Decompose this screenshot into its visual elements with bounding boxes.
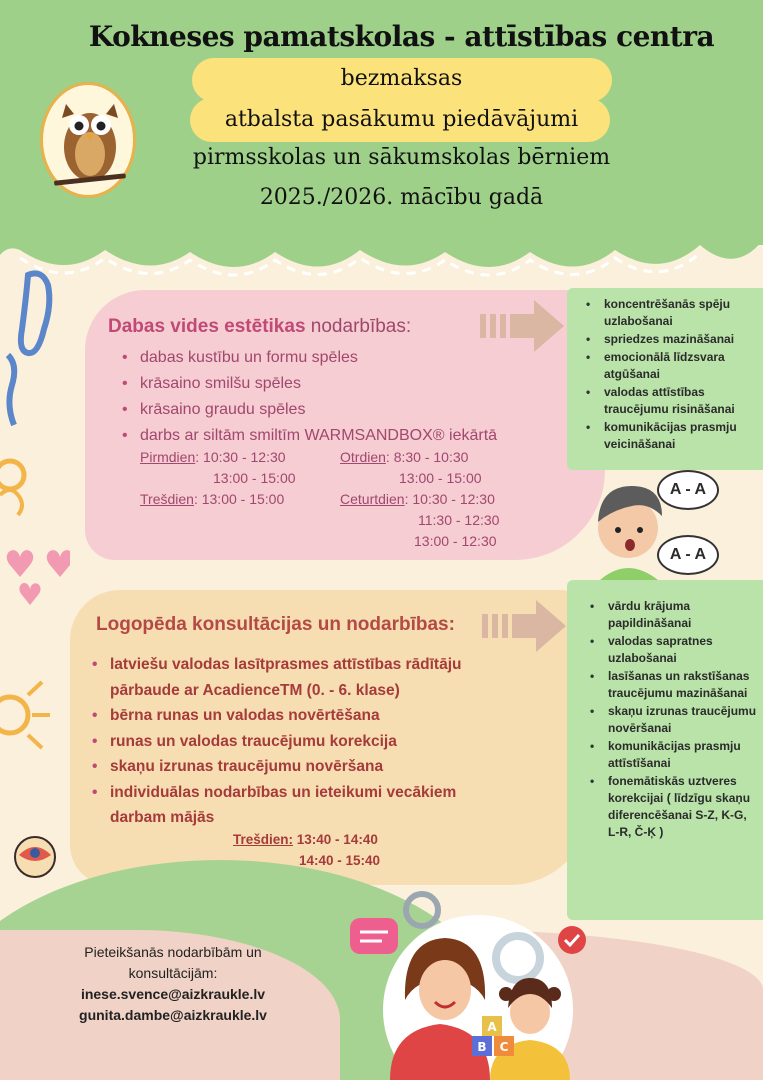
- block-letter: B: [477, 1040, 487, 1054]
- contact-email-1[interactable]: inese.svence@aizkraukle.lv: [80, 986, 266, 1002]
- bug-doodle-icon: [5, 825, 65, 885]
- schedule-time: 11:30 - 12:30: [418, 512, 500, 528]
- contact-email-2[interactable]: gunita.dambe@aizkraukle.lv: [79, 1007, 267, 1023]
- list-item: • valodas attīstības traucējumu risināšanai: [586, 384, 756, 418]
- list-item: • latviešu valodas lasītprasmes attīstības rādītāju pārbaude ar AcadienceTM (0. - 6. klase): [92, 652, 512, 703]
- schedule-day-label: Pirmdien: [140, 449, 196, 465]
- schedule-wednesday: [140, 489, 284, 510]
- speech-bubble-top: A - A: [657, 470, 719, 510]
- speech-activities-list: [92, 652, 512, 831]
- list-item: • dabas kustību un formu spēles: [122, 345, 497, 371]
- schedule-time: 13:00 - 15:00: [399, 470, 482, 486]
- nature-title: [108, 316, 411, 338]
- list-item: • lasīšanas un rakstīšanas traucējumu mazināšanai: [590, 668, 760, 702]
- list-item: • individuālas nodarbības un ieteikumi vecākiem darbam mājās: [92, 780, 512, 831]
- nature-activities-list: [122, 345, 497, 449]
- contact-block: [38, 942, 308, 1026]
- speech-schedule-wednesday: [233, 832, 378, 847]
- subtitle-line-1: bezmaksas: [340, 66, 463, 91]
- schedule-thursday: [340, 489, 495, 510]
- schedule-day-label: Trešdien:: [233, 832, 294, 847]
- subtitle-line-2: atbalsta pasākumu piedāvājumi: [224, 107, 579, 132]
- schedule-time: : 13:00 - 15:00: [193, 491, 285, 507]
- schedule-time: : 8:30 - 10:30: [385, 449, 469, 465]
- list-item: • darbs ar siltām smiltīm WARMSANDBOX® iekārtā: [122, 423, 497, 449]
- sun-icon: [0, 670, 60, 760]
- schedule-tuesday: [340, 447, 468, 468]
- decorative-doodles: [0, 265, 70, 625]
- schedule-time: 14:40 - 15:40: [299, 853, 381, 868]
- list-item: • krāsaino smilšu spēles: [122, 371, 497, 397]
- list-item: • emocionālā līdzsvara atgūšanai: [586, 349, 756, 383]
- schedule-time: 13:00 - 15:00: [213, 470, 296, 486]
- speech-bubble-bottom: A - A: [657, 535, 719, 575]
- list-item: • valodas sapratnes uzlabošanai: [590, 633, 760, 667]
- list-item: • komunikācijas prasmju attīstīšanai: [590, 738, 760, 772]
- subtitle-line-4: 2025./2026. mācību gadā: [259, 185, 544, 210]
- owl-icon: [52, 92, 128, 192]
- schedule-day-label: Trešdien: [140, 491, 194, 507]
- list-item: • spriedzes mazināšanai: [586, 331, 756, 348]
- subtitle-line-3: pirmsskolas un sākumskolas bērniem: [192, 145, 611, 170]
- list-item: • runas un valodas traucējumu korekcija: [92, 729, 512, 755]
- scalloped-edge: [0, 200, 763, 280]
- list-item: • bērna runas un valodas novērtēšana: [92, 703, 512, 729]
- arrow-right-icon: [480, 598, 570, 654]
- block-letter: C: [499, 1040, 509, 1054]
- schedule-time: 13:00 - 12:30: [414, 533, 497, 549]
- list-item: • koncentrēšanās spēju uzlabošanai: [586, 296, 756, 330]
- schedule-monday: [140, 447, 286, 468]
- list-item: • krāsaino graudu spēles: [122, 397, 497, 423]
- list-item: • fonemātiskās uztveres korekcijai ( līdzīgu skaņu diferencēšanai S-Z, K-G, L-R, Č-Ķ ): [590, 773, 760, 841]
- schedule-day-label: Ceturtdien: [340, 491, 405, 507]
- nature-title-main: Dabas vides estētikas: [108, 316, 311, 337]
- schedule-time: 13:40 - 14:40: [293, 832, 378, 847]
- block-letter: A: [487, 1020, 497, 1034]
- nature-title-tail: nodarbības:: [310, 316, 412, 337]
- list-item: • skaņu izrunas traucējumu novēršanai: [590, 703, 760, 737]
- page-title: Kokneses pamatskolas - attīstības centra: [88, 20, 715, 53]
- speech-title: Logopēda konsultācijas un nodarbības:: [96, 614, 455, 635]
- list-item: • komunikācijas prasmju veicināšanai: [586, 419, 756, 453]
- speech-benefits-list: [590, 598, 760, 842]
- schedule-day-label: Otrdien: [340, 449, 386, 465]
- nature-benefits-list: [586, 296, 756, 454]
- list-item: • skaņu izrunas traucējumu novēršana: [92, 754, 512, 780]
- schedule-time: : 10:30 - 12:30: [195, 449, 286, 465]
- schedule-time: : 10:30 - 12:30: [404, 491, 495, 507]
- contact-label: Pieteikšanās nodarbībām un konsultācijām:: [84, 944, 262, 981]
- teacher-child-illustration: [340, 880, 610, 1080]
- list-item: • vārdu krājuma papildināšanai: [590, 598, 760, 632]
